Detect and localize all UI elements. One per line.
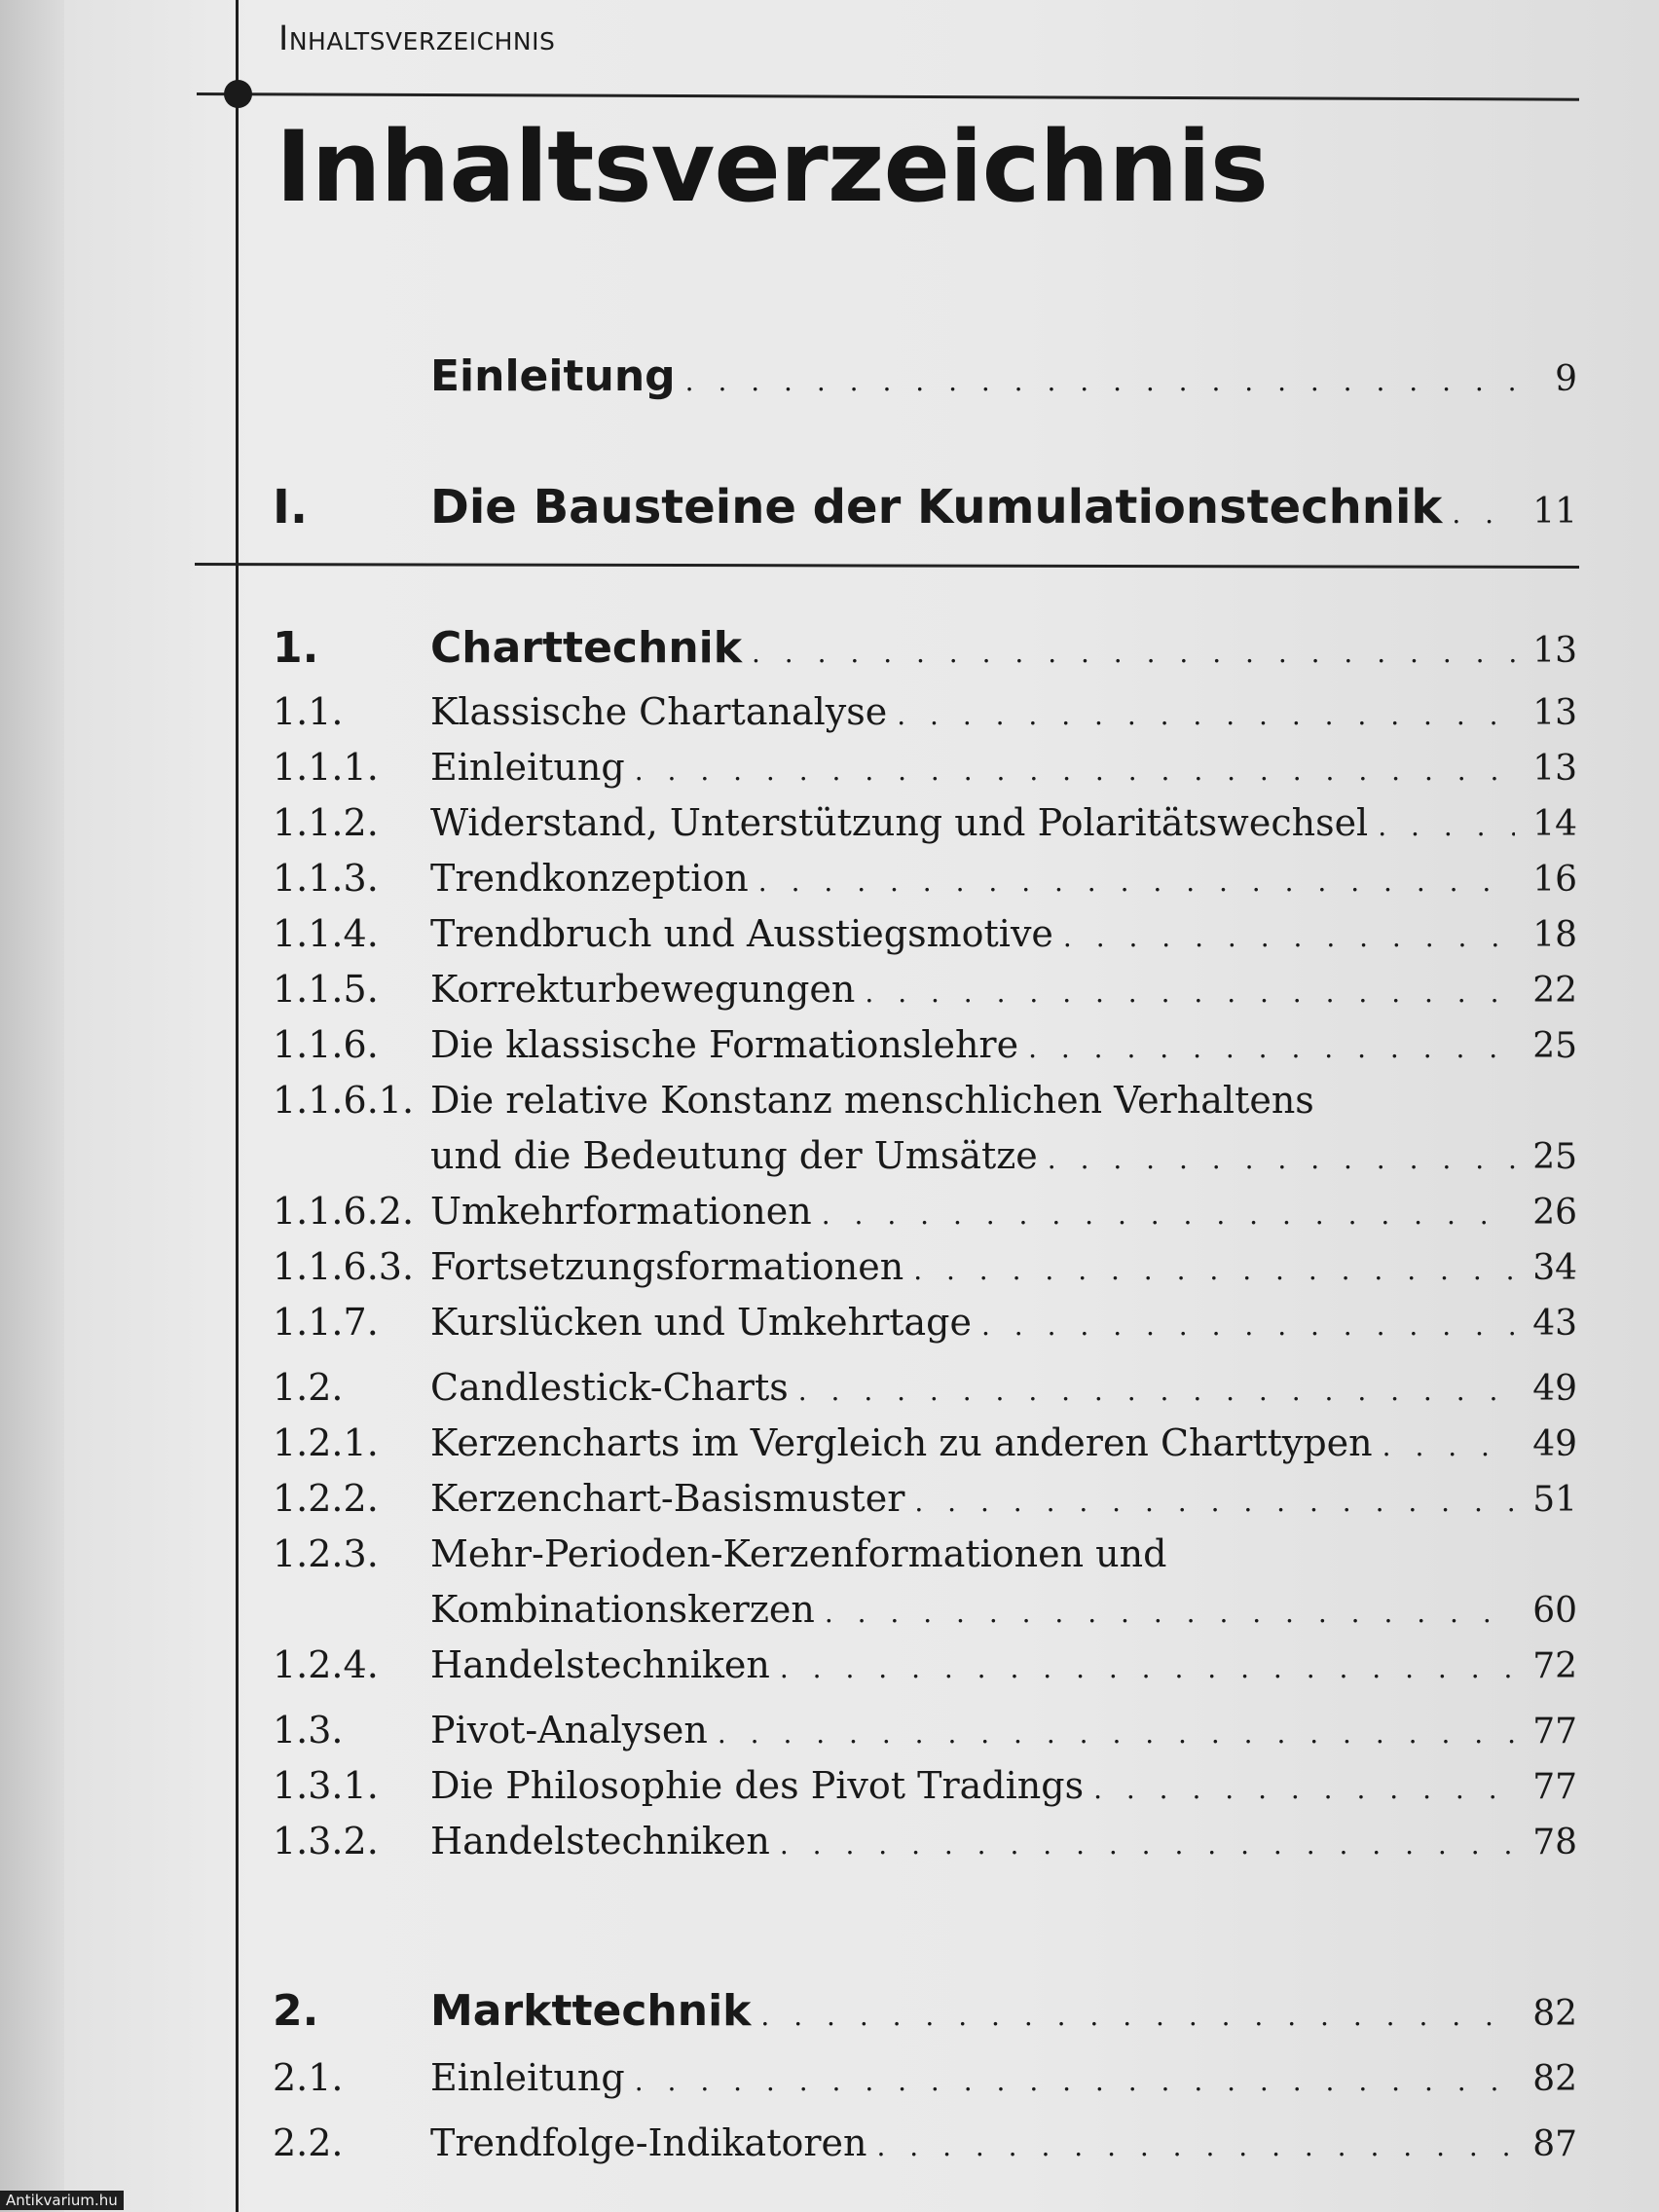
- toc-entry-line-2[interactable]: [273, 1134, 1577, 1177]
- dot-leader: [718, 1717, 1515, 1750]
- entry-title: Trendkonzeption: [430, 857, 749, 900]
- entry-page: 26: [1532, 1193, 1577, 1233]
- dot-leader: [635, 755, 1515, 787]
- toc-entry[interactable]: [273, 1986, 1577, 2036]
- entry-page: 77: [1532, 1767, 1577, 1807]
- page-title: Inhaltsverzeichnis: [276, 109, 1269, 224]
- entry-title: Handelstechniken: [430, 1643, 770, 1686]
- background-edge: [0, 0, 64, 2212]
- entry-page: 34: [1532, 1248, 1577, 1288]
- entry-number: 1.1.6.: [273, 1023, 379, 1066]
- dot-leader: [897, 699, 1515, 731]
- entry-number: 1.1.6.1.: [273, 1079, 415, 1122]
- entry-page: 13: [1532, 631, 1577, 671]
- dot-leader: [913, 1254, 1515, 1286]
- entry-number: 1.1.6.3.: [273, 1245, 415, 1288]
- entry-title: Trendfolge-Indikatoren: [430, 2121, 867, 2164]
- toc-entry[interactable]: [273, 1477, 1577, 1520]
- dot-leader: [752, 637, 1515, 669]
- entry-number: 1.3.: [273, 1709, 344, 1751]
- entry-title: Einleitung: [430, 2056, 625, 2099]
- dot-leader: [1093, 1773, 1515, 1805]
- bullet-dot-icon: [224, 80, 252, 108]
- entry-number: 1.2.3.: [273, 1532, 379, 1575]
- dot-leader: [1048, 1143, 1515, 1175]
- toc-entry[interactable]: [273, 1301, 1577, 1344]
- entry-title: Die Philosophie des Pivot Tradings: [430, 1764, 1085, 1807]
- dot-leader: [780, 1652, 1515, 1684]
- toc-entry[interactable]: [273, 1366, 1577, 1409]
- entry-number: 1.1.4.: [273, 912, 379, 955]
- dot-leader: [825, 1597, 1515, 1629]
- toc-entry[interactable]: [273, 623, 1577, 673]
- entry-title: Klassische Chartanalyse: [430, 690, 888, 733]
- toc-entry[interactable]: [273, 912, 1577, 955]
- dot-leader: [1378, 810, 1515, 842]
- entry-title: Die relative Konstanz menschlichen Verhaltens: [430, 1079, 1314, 1122]
- entry-number: 1.1.2.: [273, 801, 379, 844]
- toc-entry[interactable]: [273, 1643, 1577, 1686]
- entry-title: Die klassische Formationslehre: [430, 1023, 1019, 1066]
- entry-page: 22: [1532, 971, 1577, 1011]
- entry-title: Korrekturbewegungen: [430, 968, 856, 1011]
- toc-entry[interactable]: [273, 2056, 1577, 2099]
- entry-page: 77: [1532, 1712, 1577, 1751]
- entry-number: 1.3.1.: [273, 1764, 379, 1807]
- entry-number: 1.1.3.: [273, 857, 379, 900]
- toc-entry[interactable]: [273, 857, 1577, 900]
- entry-number: 1.1.1.: [273, 746, 379, 789]
- dot-leader: [822, 1198, 1515, 1231]
- toc-entry-intro[interactable]: [273, 351, 1577, 401]
- toc-entry-line-1[interactable]: [273, 1532, 1577, 1579]
- running-header: Inhaltsverzeichnis: [278, 19, 556, 58]
- entry-number: 1.1.7.: [273, 1301, 379, 1344]
- entry-page: 51: [1532, 1480, 1577, 1520]
- toc-entry-part[interactable]: [273, 480, 1577, 535]
- toc-entry[interactable]: [273, 1820, 1577, 1862]
- toc-entry[interactable]: [273, 2121, 1577, 2164]
- entry-title: Markttechnik: [430, 1986, 752, 2036]
- toc-entry[interactable]: [273, 968, 1577, 1011]
- toc-entry-line-2[interactable]: [273, 1588, 1577, 1631]
- toc-entry[interactable]: [273, 801, 1577, 844]
- entry-title: Widerstand, Unterstützung und Polaritätswechsel: [430, 801, 1369, 844]
- entry-number: 1.2.1.: [273, 1421, 379, 1464]
- entry-title: Kurslücken und Umkehrtage: [430, 1301, 972, 1344]
- entry-number: 2.1.: [273, 2056, 344, 2099]
- entry-title: Handelstechniken: [430, 1820, 770, 1862]
- dot-leader: [760, 2000, 1515, 2032]
- entry-page: 60: [1532, 1591, 1577, 1631]
- entry-number: I.: [273, 480, 309, 535]
- toc-entry[interactable]: [273, 1023, 1577, 1066]
- entry-page: 9: [1555, 359, 1577, 399]
- entry-page: 49: [1532, 1424, 1577, 1464]
- entry-title: Kerzenchart-Basismuster: [430, 1477, 905, 1520]
- entry-page: 14: [1532, 804, 1577, 844]
- entry-number: 1.1.5.: [273, 968, 379, 1011]
- entry-number: 2.2.: [273, 2121, 344, 2164]
- dot-leader: [1063, 921, 1515, 953]
- entry-page: 13: [1532, 693, 1577, 733]
- entry-title: Trendbruch und Ausstiegsmotive: [430, 912, 1053, 955]
- dot-leader: [685, 365, 1515, 397]
- dot-leader: [1452, 498, 1515, 530]
- dot-leader: [914, 1486, 1515, 1518]
- entry-page: 13: [1532, 749, 1577, 789]
- entry-title: Kerzencharts im Vergleich zu anderen Charttypen: [430, 1421, 1373, 1464]
- entry-title-continued: Kombinationskerzen: [430, 1588, 815, 1631]
- entry-title: Einleitung: [430, 746, 625, 789]
- entry-page: 25: [1532, 1137, 1577, 1177]
- entry-title-continued: und die Bedeutung der Umsätze: [430, 1134, 1038, 1177]
- dot-leader: [635, 2065, 1515, 2097]
- entry-page: 87: [1532, 2124, 1577, 2164]
- entry-number: 2.: [273, 1986, 319, 2036]
- entry-title: Fortsetzungsformationen: [430, 1245, 904, 1288]
- entry-number: 1.1.6.2.: [273, 1190, 415, 1233]
- toc-entry[interactable]: [273, 1709, 1577, 1751]
- entry-page: 49: [1532, 1369, 1577, 1409]
- entry-title: Mehr-Perioden-Kerzenformationen und: [430, 1532, 1167, 1575]
- watermark: Antikvarium.hu: [0, 2191, 124, 2210]
- toc-entry[interactable]: [273, 1190, 1577, 1233]
- dot-leader: [981, 1309, 1515, 1342]
- toc-entry[interactable]: [273, 746, 1577, 789]
- entry-number: 1.: [273, 623, 319, 673]
- entry-title: Charttechnik: [430, 623, 742, 673]
- entry-page: 25: [1532, 1026, 1577, 1066]
- dot-leader: [1028, 1032, 1515, 1064]
- entry-page: 78: [1532, 1823, 1577, 1862]
- entry-number: 1.1.: [273, 690, 344, 733]
- toc-entry[interactable]: [273, 1421, 1577, 1464]
- entry-title: Candlestick-Charts: [430, 1366, 789, 1409]
- entry-title: Umkehrformationen: [430, 1190, 812, 1233]
- dot-leader: [1382, 1430, 1515, 1462]
- entry-number: 1.2.4.: [273, 1643, 379, 1686]
- entry-title: Einleitung: [430, 351, 676, 401]
- dot-leader: [865, 977, 1515, 1009]
- dot-leader: [758, 866, 1515, 898]
- dot-leader: [798, 1375, 1515, 1407]
- entry-number: 1.2.2.: [273, 1477, 379, 1520]
- toc-entry[interactable]: [273, 1245, 1577, 1288]
- entry-page: 72: [1532, 1646, 1577, 1686]
- toc-entry[interactable]: [273, 1764, 1577, 1807]
- toc-entry[interactable]: [273, 690, 1577, 733]
- entry-number: 1.2.: [273, 1366, 344, 1409]
- entry-title: Pivot-Analysen: [430, 1709, 708, 1751]
- entry-title: Die Bausteine der Kumulationstechnik: [430, 480, 1443, 535]
- dot-leader: [876, 2130, 1515, 2162]
- dot-leader: [780, 1828, 1515, 1861]
- entry-page: 16: [1532, 860, 1577, 900]
- entry-page: 18: [1532, 915, 1577, 955]
- entry-number: 1.3.2.: [273, 1820, 379, 1862]
- vertical-rule: [236, 0, 239, 2212]
- entry-page: 82: [1532, 1994, 1577, 2034]
- entry-page: 11: [1532, 492, 1577, 532]
- toc-entry-line-1[interactable]: [273, 1079, 1577, 1125]
- entry-page: 82: [1532, 2059, 1577, 2099]
- entry-page: 43: [1532, 1304, 1577, 1344]
